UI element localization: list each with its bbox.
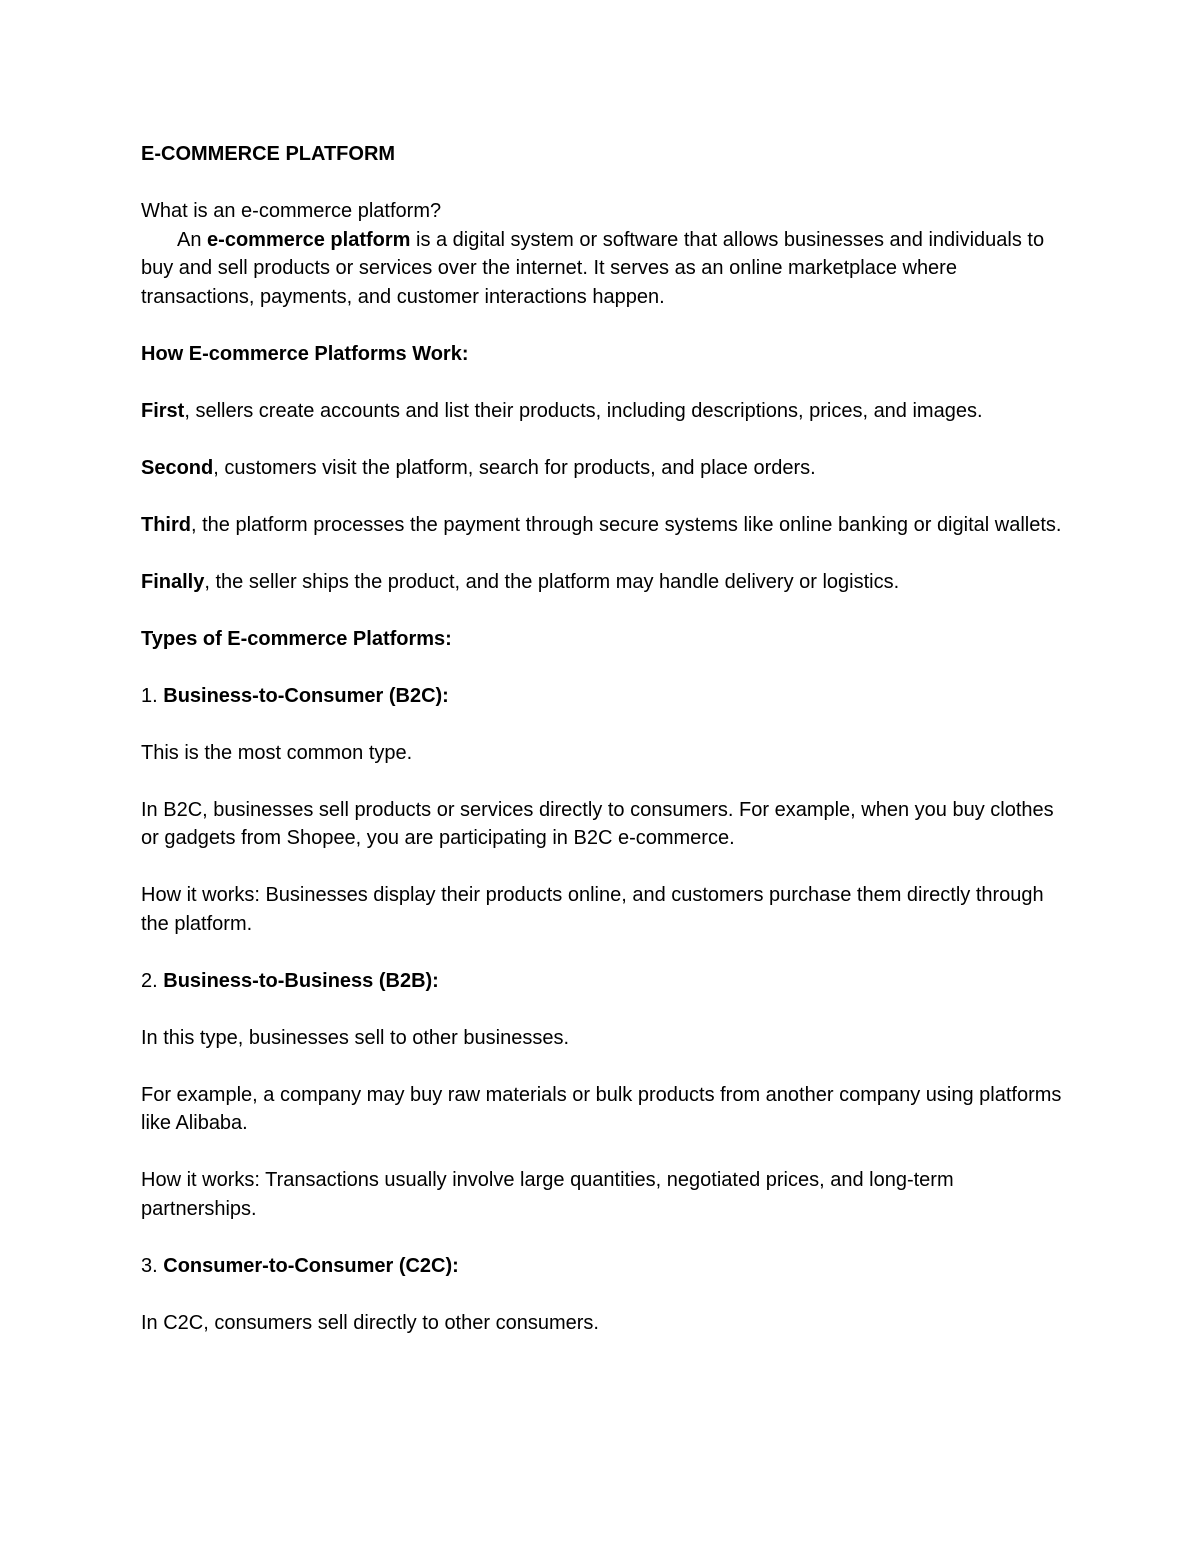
intro-term: e-commerce platform [207, 228, 411, 251]
step-text: , customers visit the platform, search for products, and place orders. [213, 456, 816, 479]
type-paragraph: How it works: Transactions usually involve large quantities, negotiated prices, and long-term partnerships. [141, 1169, 954, 1220]
type-heading-text: Business-to-Consumer (B2C): [163, 684, 449, 707]
step-label: Finally [141, 570, 205, 593]
step-label: Third [141, 513, 191, 536]
step-label: Second [141, 456, 214, 479]
type-heading-c2c [141, 1252, 1071, 1281]
document-body [141, 140, 1071, 1337]
step-text: , the platform processes the payment through secure systems like online banking or digital wallets. [191, 513, 1062, 536]
type-heading-b2b [141, 967, 1071, 996]
type-number: 1. [141, 684, 164, 707]
document-title: E-COMMERCE PLATFORM [141, 143, 396, 165]
type-paragraph: For example, a company may buy raw materials or bulk products from another company using platforms like Alibaba. [141, 1083, 1062, 1134]
type-paragraph: In this type, businesses sell to other businesses. [141, 1026, 570, 1049]
type-paragraph: In B2C, businesses sell products or services directly to consumers. For example, when you buy clothes or gadgets from Shopee, you are participating in B2C e-commerce. [141, 798, 1054, 849]
type-paragraph: How it works: Businesses display their products online, and customers purchase them directly through the platform. [141, 884, 1044, 935]
step-second [141, 454, 1071, 483]
type-paragraph: In C2C, consumers sell directly to other consumers. [141, 1311, 599, 1334]
intro-rest: is a digital system or software that allows businesses and individuals to buy and sell products or services over the internet. It serves as an online marketplace where transactions, payments, and customer interactions happen. [141, 228, 1045, 308]
intro-paragraph [141, 226, 1071, 312]
step-third [141, 511, 1071, 540]
type-heading-b2c [141, 682, 1071, 711]
type-number: 2. [141, 969, 164, 992]
step-text: , sellers create accounts and list their products, including descriptions, prices, and images. [184, 399, 983, 422]
step-first [141, 397, 1071, 426]
intro-lead: An [177, 228, 208, 251]
how-heading [141, 340, 1071, 369]
step-text: , the seller ships the product, and the platform may handle delivery or logistics. [204, 570, 900, 593]
step-finally [141, 568, 1071, 597]
how-heading-text: How E-commerce Platforms Work: [141, 342, 469, 365]
step-label: First [141, 399, 185, 422]
type-heading-text: Consumer-to-Consumer (C2C): [163, 1254, 459, 1277]
type-number: 3. [141, 1254, 164, 1277]
question-line: What is an e-commerce platform? [141, 200, 442, 222]
type-heading-text: Business-to-Business (B2B): [163, 969, 439, 992]
types-heading [141, 625, 1071, 654]
types-heading-text: Types of E-commerce Platforms: [141, 627, 452, 650]
type-paragraph: This is the most common type. [141, 741, 413, 764]
